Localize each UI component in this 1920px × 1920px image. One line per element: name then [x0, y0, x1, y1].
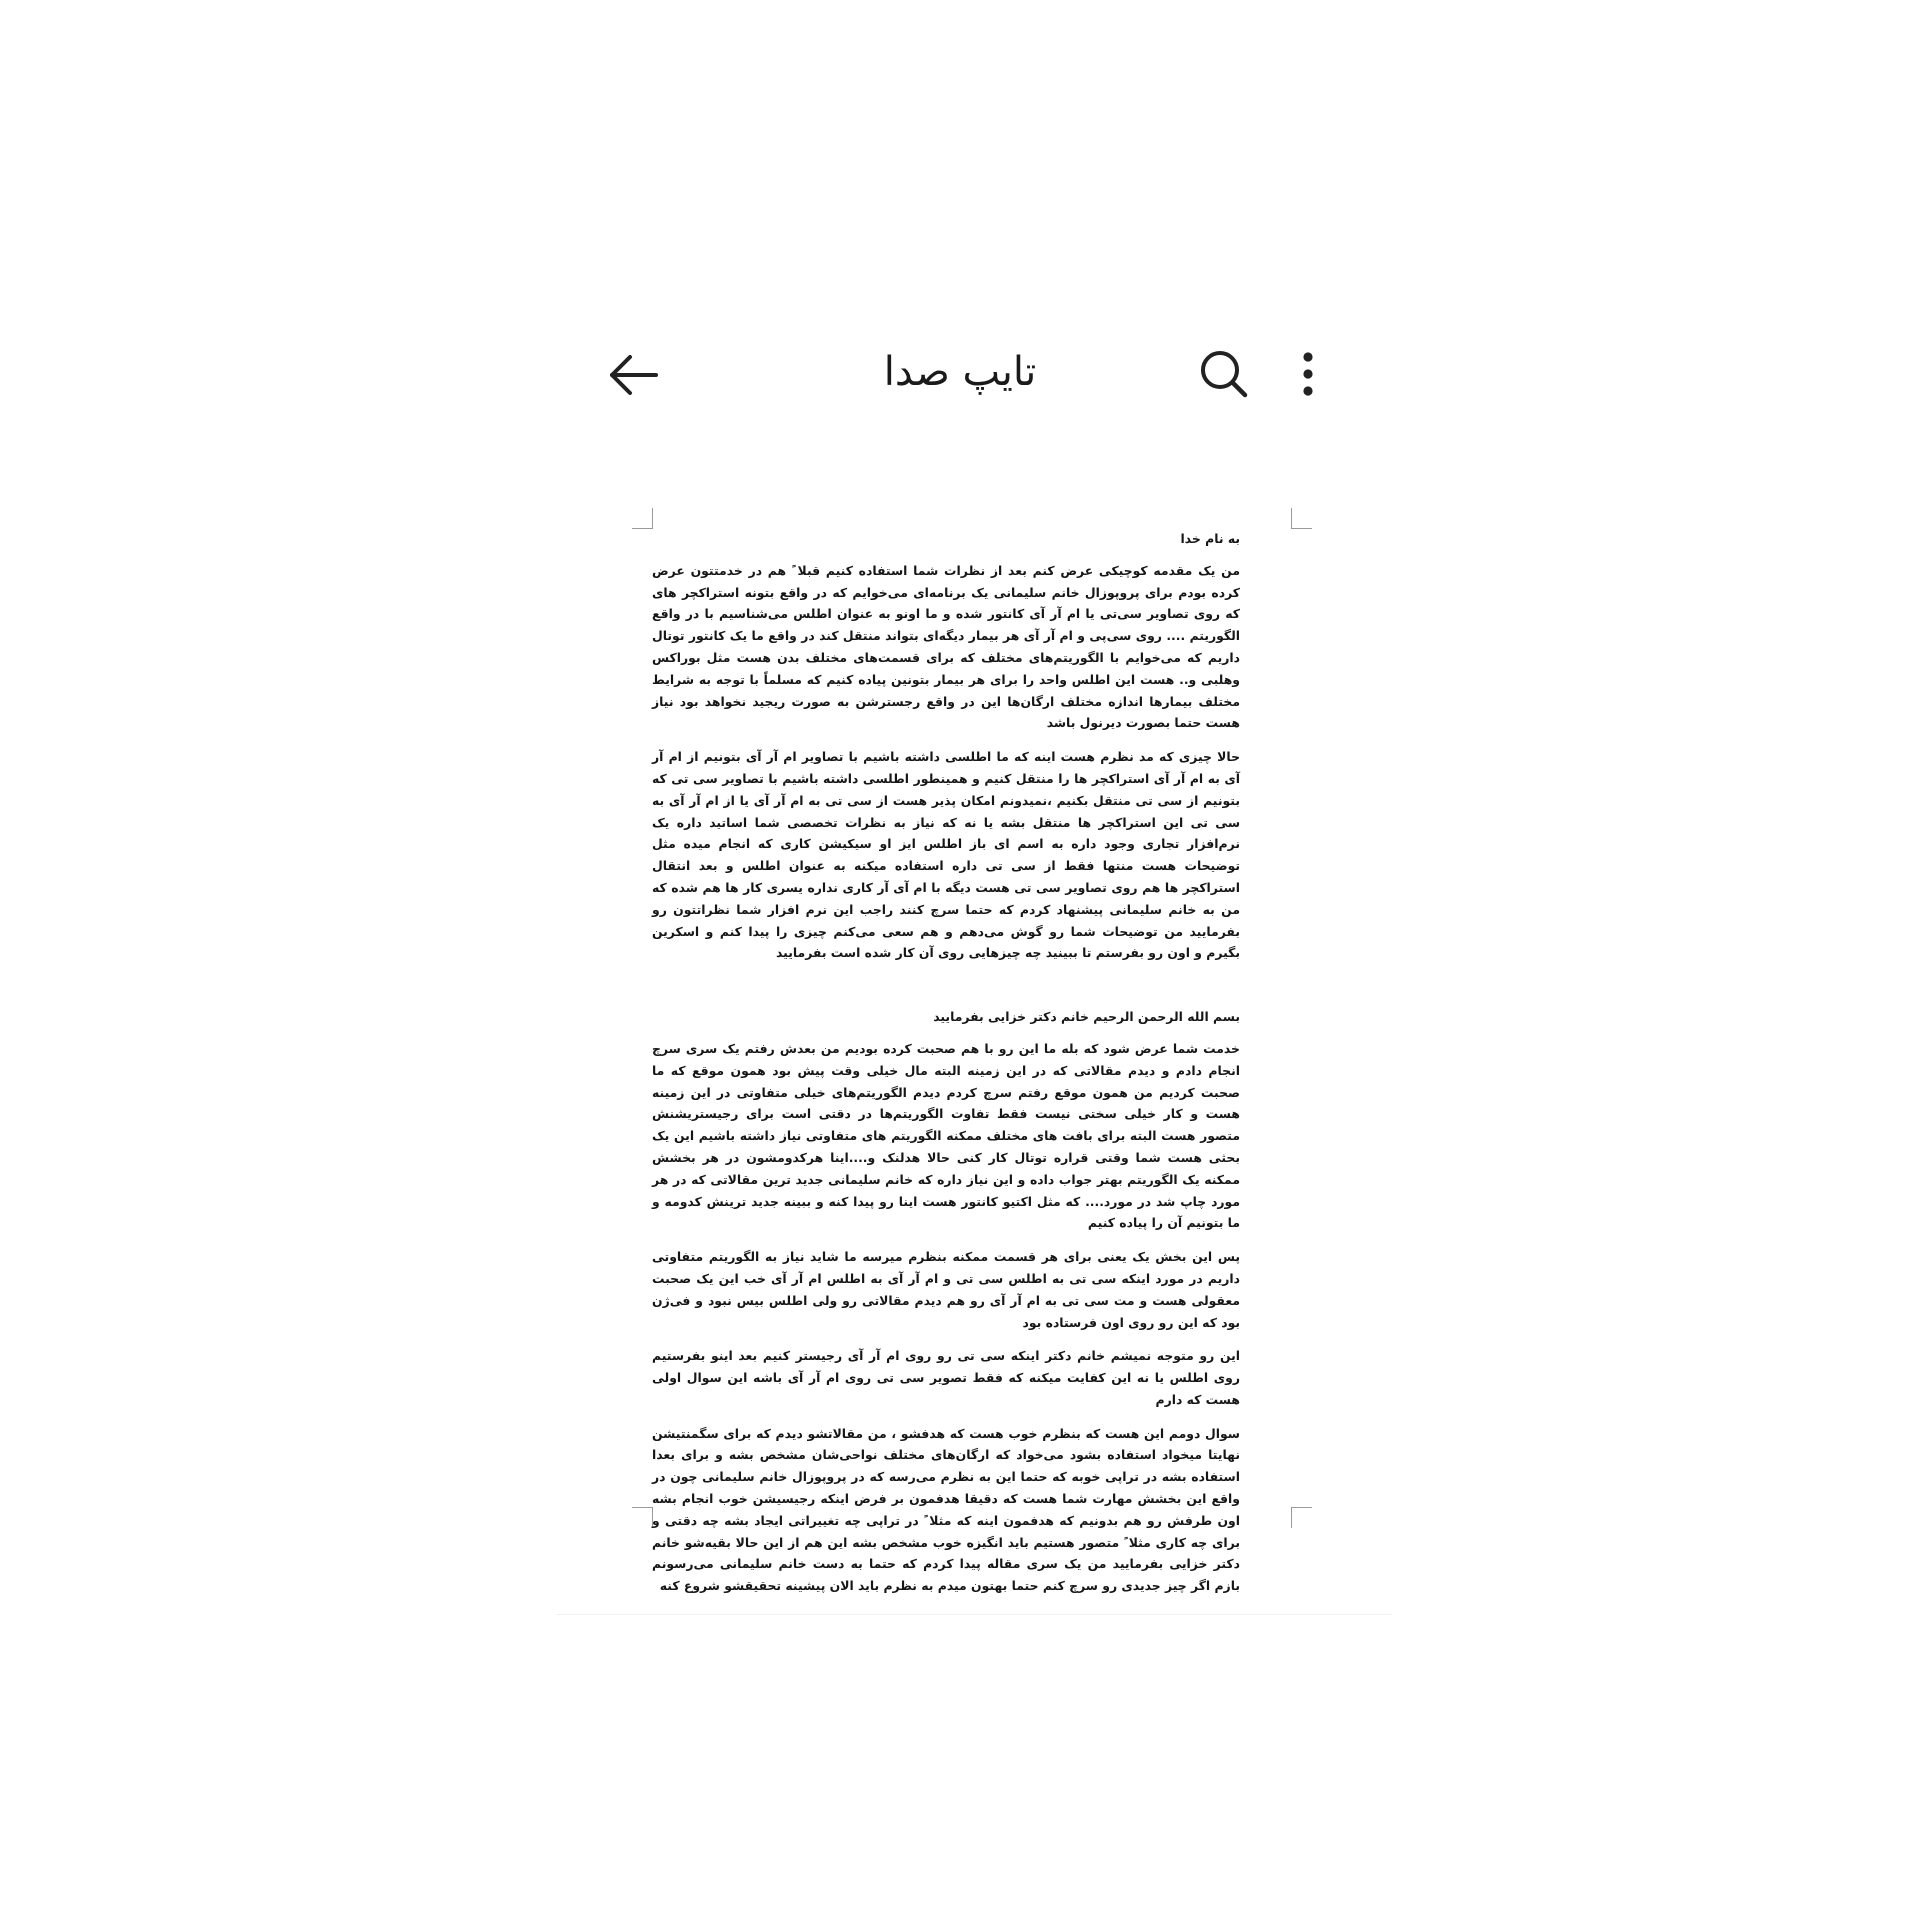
more-vertical-icon: [1296, 348, 1320, 400]
back-button[interactable]: [606, 350, 662, 400]
document-paragraph: خدمت شما عرض شود که بله ما این رو با هم صحبت کرده بودیم من بعدش رفتم یک سری سرچ انجام دادم و دیدم مقالاتی که در این زمینه البته مال خیلی وقت پیش بود همون موقع که ما صحبت کردیم من همون موقع رفتم سرچ کردم دیدم الگوریتم‌های خیلی متفاوتی در این زمینه هست و کار خیلی سختی نیست فقط تفاوت الگوریتم‌ها در دقتی است برای رجیستریشنش متصور هست البته برای بافت های مختلف ممکنه الگوریتم های متفاوتی نیاز داشته باشیم این یک بحثی هست شما وقتی قراره توتال کار کنی حالا هدلنک و....اینا هرکدومشون در هر بخشش ممکنه یک الگوریتم بهتر جواب داده و این نیاز داره که خانم سلیمانی جدید ترین مقالاتی که در هر مورد چاپ شد در مورد.... که مثل اکتیو کانتور هست اینا رو پیدا کنه و ببینه جدید ترینش کدومه و ما بتونیم آن را پیاده کنیم: [652, 1040, 1240, 1231]
document-paragraph: پس این بخش یک یعنی برای هر قسمت ممکنه بنظرم میرسه ما شاید نیاز به الگوریتم متفاوتی داریم در مورد اینکه سی تی به اطلس سی تی و ام آر آی به اطلس ام آر آی خب این یک صحبت معقولی هست و مت سی تی به ام آر آی رو هم دیدم مقالاتی رو ولی اطلس بیس نبود و فی‌ژن بود که این رو روی اون فرستاده بود: [652, 1249, 1240, 1330]
search-icon: [1198, 348, 1250, 400]
more-options-button[interactable]: [1296, 348, 1320, 400]
page-corner-mark: [632, 508, 653, 529]
divider: [556, 1614, 1392, 1615]
document-paragraph: من یک مقدمه کوچیکی عرض کنم بعد از نظرات شما استفاده کنیم قبلا ً هم در خدمتتون عرض کرده بودم برای پروپوزال خانم سلیمانی یک برنامه‌ای می‌خوایم که در واقع بتونه استراکچر های که روی تصاویر سی‌تی یا ام آر آی کانتور شده و ما اونو به عنوان اطلس می‌شناسیم با در واقع الگوریتم .... روی سی‌پی و ام آر آی هر بیمار دیگه‌ای بتواند منتقل کند در واقع ما یک کانتور توتال داریم که می‌خوایم با الگوریتم‌های مختلف که برای قسمت‌های مختلف بدن هست مثل بوراکس وهلبی و.. هست این اطلس واحد را برای هر بیمار بتونین پیاده کنیم که مسلماً با توجه به شرایط مختلف بیمارها اندازه مختلف ارگان‌ها این در واقع رجسترشن به صورت ریجید نخواهد بود نیاز هست حتما بصورت دیرنول باشد: [652, 562, 1240, 731]
document-body: [652, 528, 1240, 1609]
document-paragraph: حالا چیزی که مد نظرم هست اینه که ما اطلسی داشته باشیم با تصاویر ام آر آی بتونیم از ام آر آی به ام آر آی استراکچر ها را منتقل کنیم و همینطور اطلسی داشته باشیم با تصاویر سی تی که بتونیم از سی تی منتقل بکنیم ،نمیدونم امکان پذیر هست از سی تی به ام آر آی یا از ام آر آی به سی تی این استراکچر ها منتقل بشه یا نه که نیاز به نظرات تخصصی شما اساتید داره یک نرم‌افزار تجاری وجود داره به اسم ای باز اطلس ایز او سیکیشن کاری که انجام میده مثل توضیحات هست منتها فقط از سی تی داره استفاده میکنه به عنوان اطلس و بعد انتقال استراکچر ها هم روی تصاویر سی تی هست دیگه با ام آی آر کاری نداره یسری کار ها هم شده که من به خانم سلیمانی پیشنهاد کردم که حتما سرچ کنند راجب این نرم افزار شما نظراتتون رو بفرمایید من توضیحات شما رو گوش می‌دهم و هم سعی می‌کنم چیزی را پیدا کنم و اسکرین بگیرم و اون رو بفرستم تا ببینید چه چیزهایی روی آن کار شده است بفرمایید: [652, 749, 1240, 961]
document-heading: به نام خدا: [1180, 531, 1240, 546]
document-page[interactable]: [632, 508, 1312, 1594]
paragraph-gap: [652, 976, 1240, 1006]
page-corner-mark: [1291, 1507, 1312, 1528]
page-title: تایپ صدا: [883, 349, 1037, 395]
document-paragraph: این رو متوجه نمیشم خانم دکتر اینکه سی تی رو روی ام آر آی رجیستر کنیم بعد اینو بفرستیم روی اطلس یا نه این کفایت میکنه که فقط تصویر سی تی روی ام آر آی باشه این سوال اولی هست که دارم: [652, 1348, 1240, 1407]
document-heading: بسم الله الرحمن الرحیم خانم دکتر خزایی بفرمایید: [933, 1009, 1240, 1025]
app-bar: [0, 330, 1920, 420]
page-corner-mark: [1291, 508, 1312, 529]
arrow-left-icon: [606, 350, 662, 400]
search-button[interactable]: [1198, 348, 1250, 400]
document-paragraph: سوال دومم این هست که بنظرم خوب هست که هدفشو ، من مقالاتشو دیدم که برای سگمنتیشن نهایتا میخواد استفاده بشود می‌خواد که ارگان‌های مختلف نواحی‌شان مشخص بشه و برای بعدا استفاده بشه در تراپی خوبه که حتما این به نظرم می‌رسه که در پروپوزال خانم سلیمانی چون در واقع این بخشش مهارت شما هست که دقیقا هدفمون بر فرض اینکه رجیسیشن خوب انجام بشه اون طرفش رو هم بدونیم که هدفمون اینه که مثلا ً در تراپی چه تغییراتی ایجاد بشه چه دقتی و برای چه کاری مثلا ً متصور هستیم باید انگیزه خوب مشخص بشه این هم از این حالا بقیه‌شو خانم دکتر خزایی بفرمایید من یک سری مقاله پیدا کردم که حتما به دست خانم سلیمانی می‌رسونم بازم اگر چیز جدیدی رو سرچ کنم حتما بهتون میدم به نظرم باید الان پیشینه تحقیقشو شروع کنه: [652, 1425, 1240, 1594]
page-corner-mark: [632, 1507, 653, 1528]
